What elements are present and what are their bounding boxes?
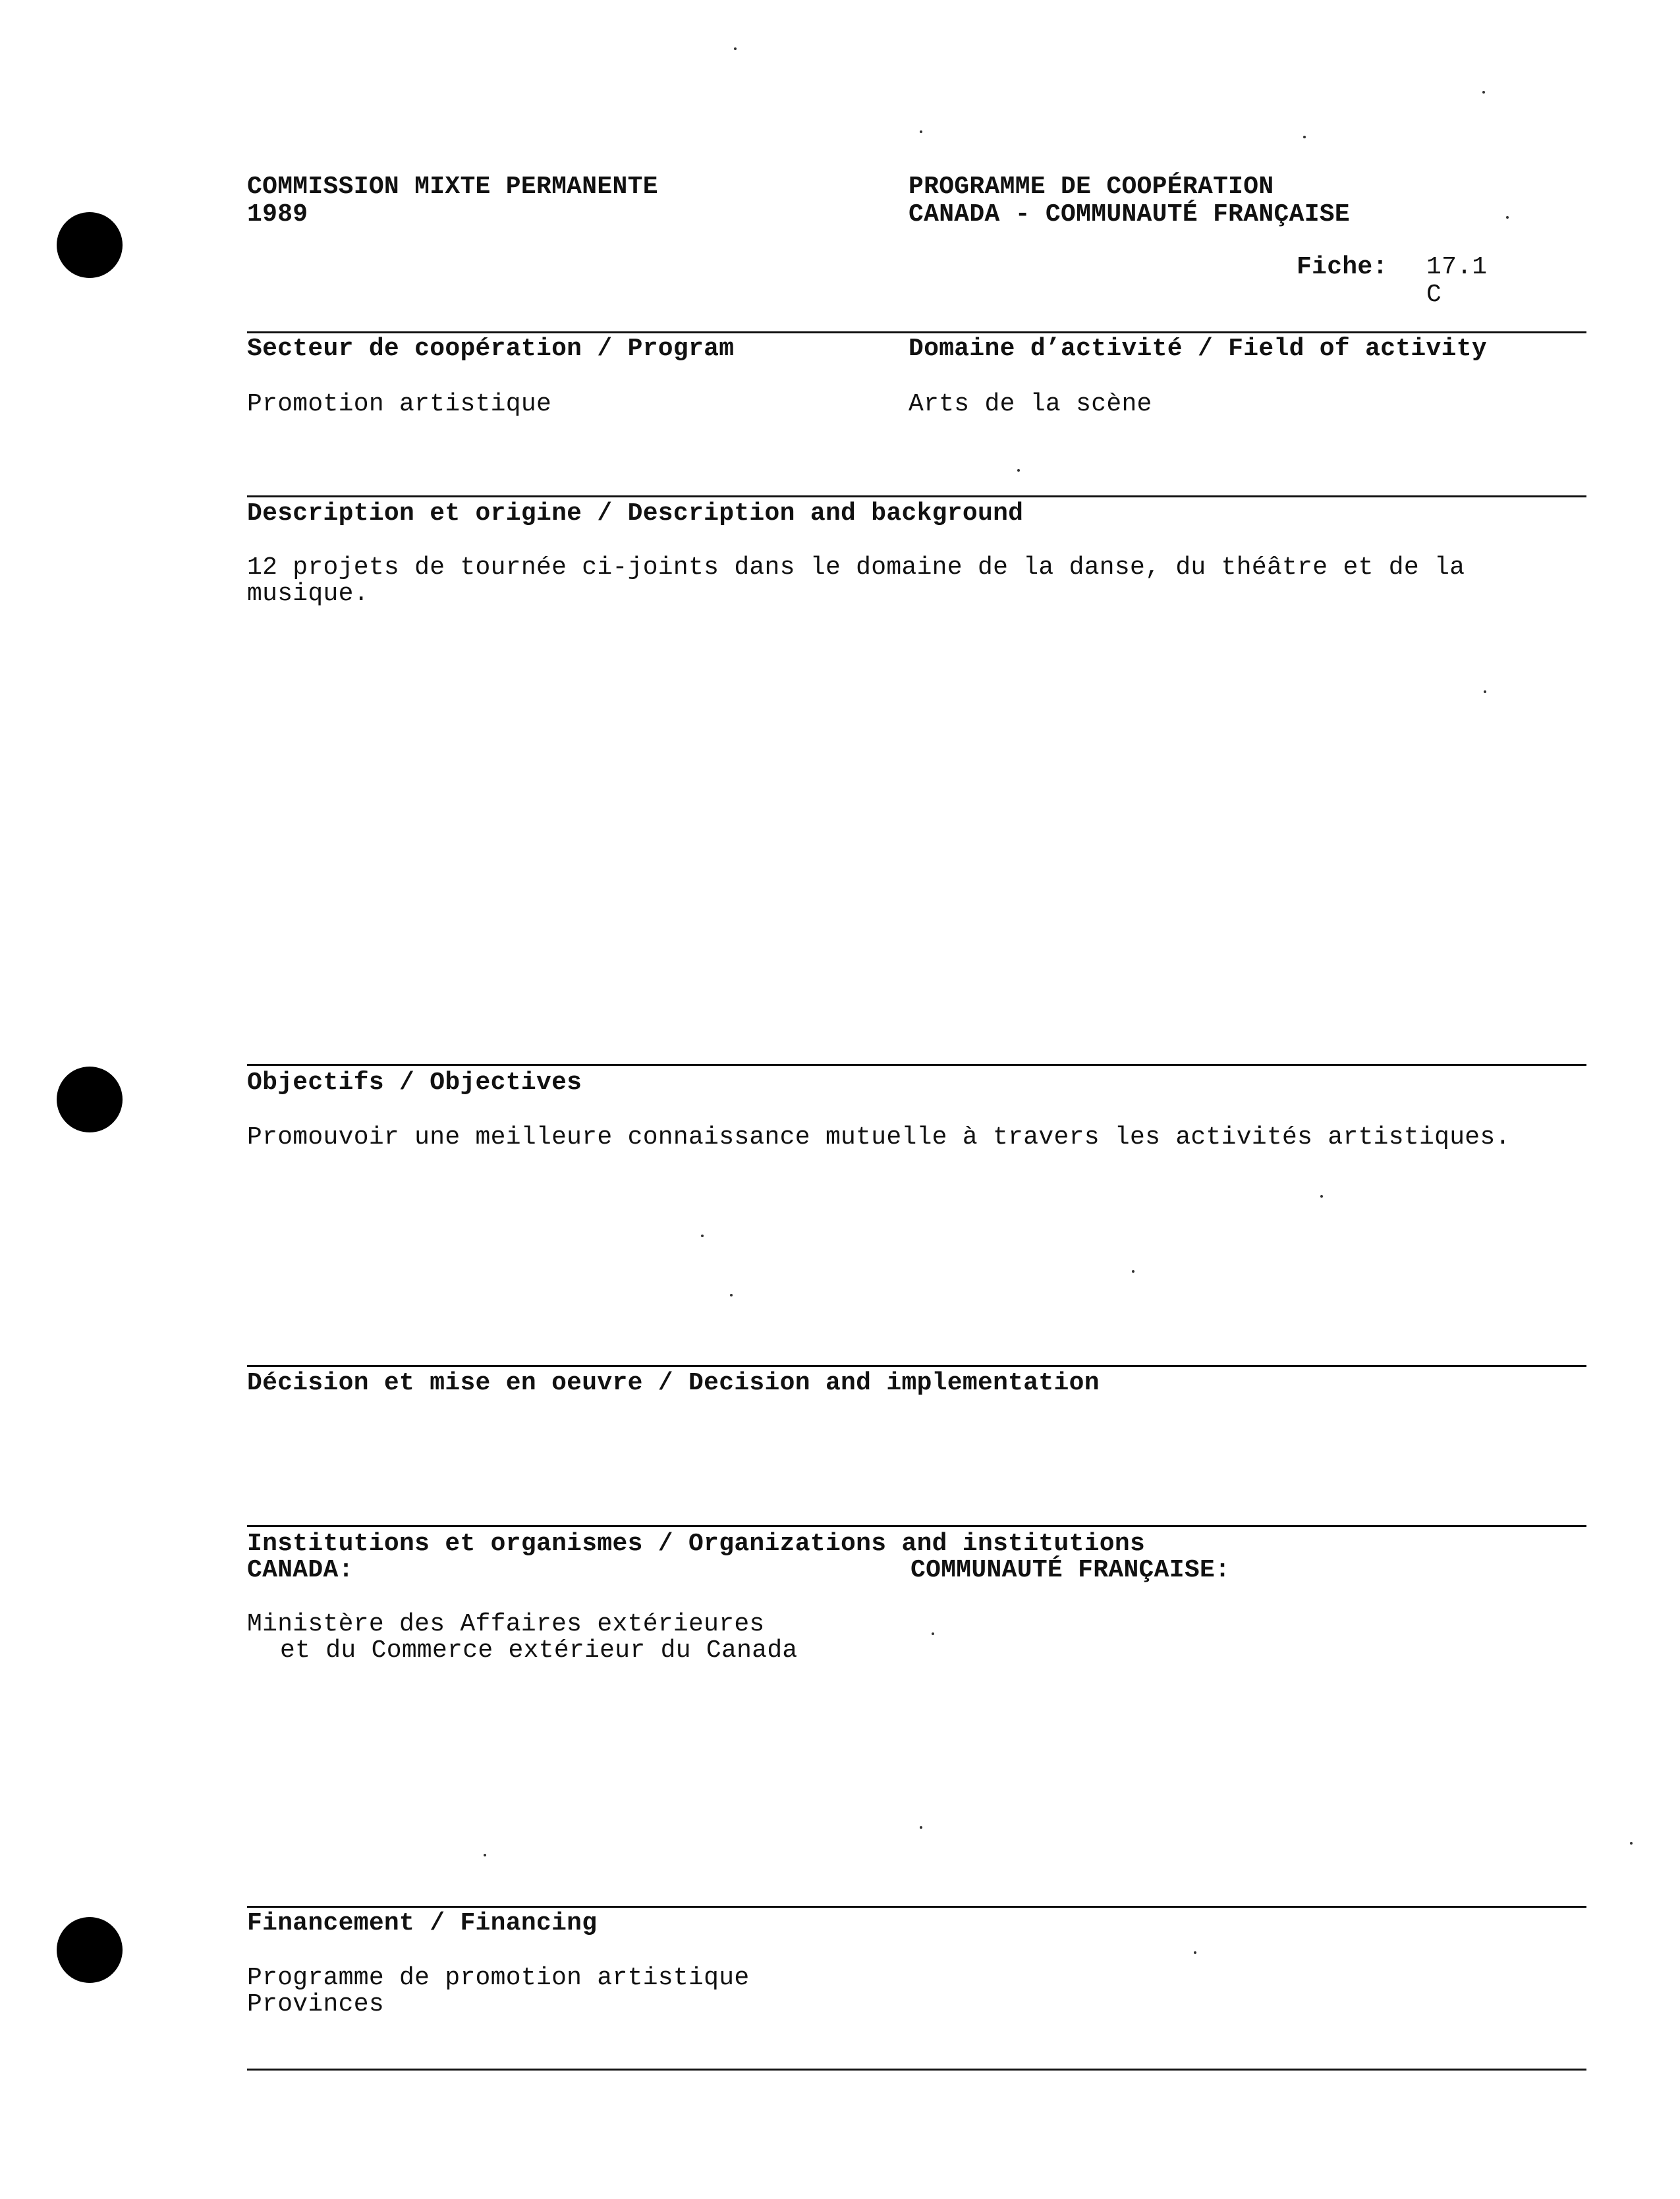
institutions-heading: Institutions et organismes / Organizations and institutions [247,1530,1146,1558]
program-heading: Secteur de coopération / Program [247,335,735,363]
scan-speck [920,1826,922,1829]
fiche-label: Fiche: [1297,253,1388,281]
scan-speck [1482,91,1485,94]
communaute-label: COMMUNAUTÉ FRANÇAISE: [910,1556,1231,1584]
scan-speck [734,47,737,50]
rule-program [247,331,1586,333]
scan-speck [484,1854,486,1856]
scan-speck [920,130,922,133]
scan-speck [1194,1951,1196,1954]
rule-decision [247,1365,1586,1367]
scan-speck [701,1235,704,1237]
description-heading: Description et origine / Description and background [247,499,1024,528]
rule-institutions [247,1525,1586,1527]
scan-speck [1017,469,1020,472]
objectives-heading: Objectifs / Objectives [247,1069,582,1097]
rule-description [247,495,1586,497]
canada-institution-line2: et du Commerce extérieur du Canada [280,1636,798,1665]
field-of-activity-value: Arts de la scène [909,390,1152,418]
canada-label: CANADA: [247,1556,354,1584]
scan-speck [1630,1842,1633,1845]
financing-heading: Financement / Financing [247,1909,598,1937]
scan-speck [932,1632,934,1635]
scan-speck [1320,1195,1323,1198]
field-of-activity-heading: Domaine d’activité / Field of activity [909,335,1487,363]
financing-line1: Programme de promotion artistique [247,1964,750,1992]
rule-financing [247,1906,1586,1908]
fiche-number: 17.1 [1426,253,1488,281]
punch-hole-bottom [57,1917,123,1983]
rule-bottom [247,2069,1586,2071]
canada-institution-line1: Ministère des Affaires extérieures [247,1610,765,1638]
objectives-text: Promouvoir une meilleure connaissance mutuelle à travers les activités artistiques. [247,1123,1511,1152]
scan-speck [730,1294,733,1296]
punch-hole-top [57,212,123,278]
scan-speck [1484,690,1486,693]
description-line2: musique. [247,580,369,608]
header-commission: COMMISSION MIXTE PERMANENTE [247,173,658,201]
punch-hole-middle [57,1067,123,1132]
rule-objectives [247,1064,1586,1066]
header-programme: PROGRAMME DE COOPÉRATION [909,173,1274,201]
fiche-letter: C [1426,281,1442,309]
decision-heading: Décision et mise en oeuvre / Decision and implementation [247,1369,1100,1397]
scan-speck [1303,136,1306,138]
scan-speck [1132,1270,1134,1273]
program-value: Promotion artistique [247,390,552,418]
financing-line2: Provinces [247,1990,384,2018]
description-line1: 12 projets de tournée ci-joints dans le domaine de la danse, du théâtre et de la [247,553,1465,582]
header-year: 1989 [247,200,308,229]
header-canada-communaute: CANADA - COMMUNAUTÉ FRANÇAISE [909,200,1351,229]
scan-speck [1506,216,1509,219]
